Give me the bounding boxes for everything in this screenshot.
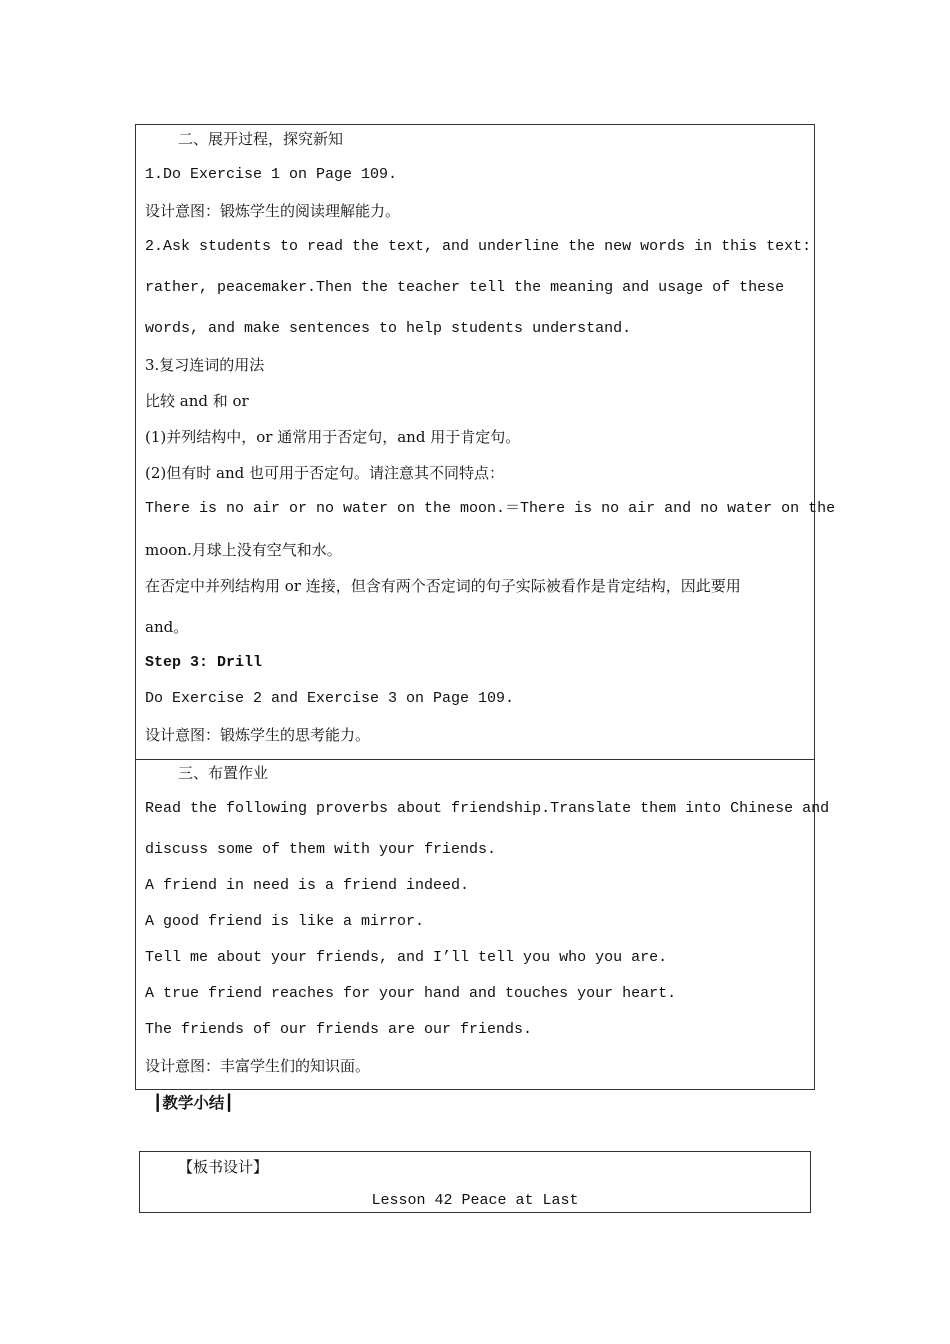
section2-line: 设计意图：锻炼学生的阅读理解能力。 xyxy=(145,202,401,220)
section2-line: There is no air or no water on the moon.＝There is no air and no water on the xyxy=(145,500,836,517)
section2-line: (1)并列结构中，or 通常用于否定句，and 用于肯定句。 xyxy=(145,428,521,446)
board-heading: 【板书设计】 xyxy=(178,1158,269,1176)
board-title: Lesson 42 Peace at Last xyxy=(371,1192,579,1209)
section3-line: A friend in need is a friend indeed. xyxy=(145,877,470,894)
row-divider xyxy=(136,759,814,760)
section3-line: discuss some of them with your friends. xyxy=(145,841,497,858)
section2-line: Do Exercise 2 and Exercise 3 on Page 109. xyxy=(145,690,515,707)
section3-line: Read the following proverbs about friendship.Translate them into Chinese and xyxy=(145,800,830,817)
section3-line: A good friend is like a mirror. xyxy=(145,913,425,930)
section2-line: 在否定中并列结构用 or 连接，但含有两个否定词的句子实际被看作是肯定结构，因此要用 xyxy=(145,577,741,595)
section3-line: A true friend reaches for your hand and touches your heart. xyxy=(145,985,677,1002)
board-design-box xyxy=(139,1151,811,1213)
section2-line: 设计意图：锻炼学生的思考能力。 xyxy=(145,726,371,744)
section2-line: rather, peacemaker.Then the teacher tell the meaning and usage of these xyxy=(145,279,785,296)
section2-heading: 二、展开过程，探究新知 xyxy=(178,130,344,148)
section2-line: words, and make sentences to help students understand. xyxy=(145,320,632,337)
section2-line: 2.Ask students to read the text, and underline the new words in this text: xyxy=(145,238,812,255)
section2-line: and。 xyxy=(145,618,189,636)
step3-heading: Step 3: Drill xyxy=(145,654,263,671)
section3-line: Tell me about your friends, and I’ll tell you who you are. xyxy=(145,949,668,966)
section2-line: (2)但有时 and 也可用于否定句。请注意其不同特点： xyxy=(145,464,504,482)
lesson-table xyxy=(135,124,836,1090)
section3-line: The friends of our friends are our friends. xyxy=(145,1021,533,1038)
summary-heading: ┃教学小结┃ xyxy=(153,1093,234,1112)
section3-heading: 三、布置作业 xyxy=(178,764,269,782)
section2-line: 3.复习连词的用法 xyxy=(145,356,265,374)
section2-line: 比较 and 和 or xyxy=(145,392,249,410)
section2-line: 1.Do Exercise 1 on Page 109. xyxy=(145,166,398,183)
section2-line: moon.月球上没有空气和水。 xyxy=(145,541,342,559)
section3-line: 设计意图：丰富学生们的知识面。 xyxy=(145,1057,371,1075)
